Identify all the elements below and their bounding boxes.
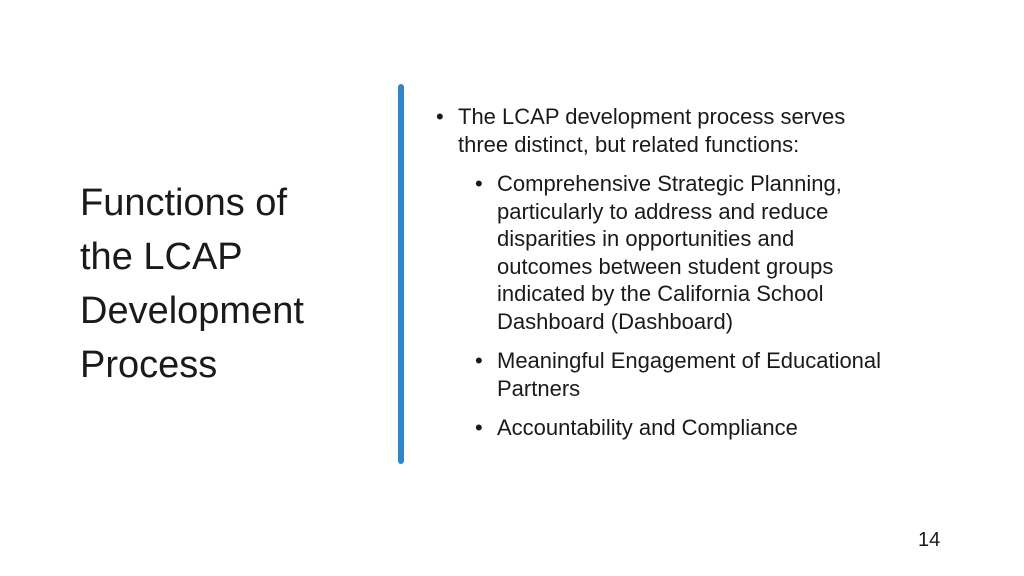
sub-bullet-item (475, 347, 996, 402)
bullet-dot: • (475, 415, 483, 440)
bullet-text-line: The LCAP development process serves (458, 104, 846, 129)
sub-bullet-item (475, 170, 996, 335)
slide-title-line: Process (80, 344, 218, 386)
bullet-text-line: particularly to address and reduce (497, 198, 829, 224)
bullet-dot: • (475, 348, 483, 373)
slide-title-line: the LCAP (80, 236, 243, 278)
bullet-dot: • (436, 104, 444, 129)
bullet-text-line: Comprehensive Strategic Planning, (497, 171, 842, 196)
bullet-text-line: Partners (497, 375, 581, 401)
bullet-text-line: outcomes between student groups (497, 253, 834, 279)
sub-bullet-item (475, 414, 996, 442)
bullet-text-line: Meaningful Engagement of Educational (497, 348, 882, 373)
bullet-text-line: disparities in opportunities and (497, 226, 795, 251)
bullet-list (436, 103, 996, 442)
slide-title-line: Development (80, 290, 304, 332)
page-number: 14 (918, 529, 941, 551)
bullet-text-line: three distinct, but related functions: (458, 131, 800, 157)
slide-title (80, 176, 380, 392)
bullet-text-line: indicated by the California School (497, 281, 824, 306)
bullet-text-line: Dashboard (Dashboard) (497, 308, 734, 334)
bullet-dot: • (475, 171, 483, 196)
bullet-item (436, 103, 996, 158)
bullet-text-line: Accountability and Compliance (497, 415, 798, 440)
vertical-divider (398, 84, 404, 464)
slide-title-line: Functions of (80, 182, 287, 224)
